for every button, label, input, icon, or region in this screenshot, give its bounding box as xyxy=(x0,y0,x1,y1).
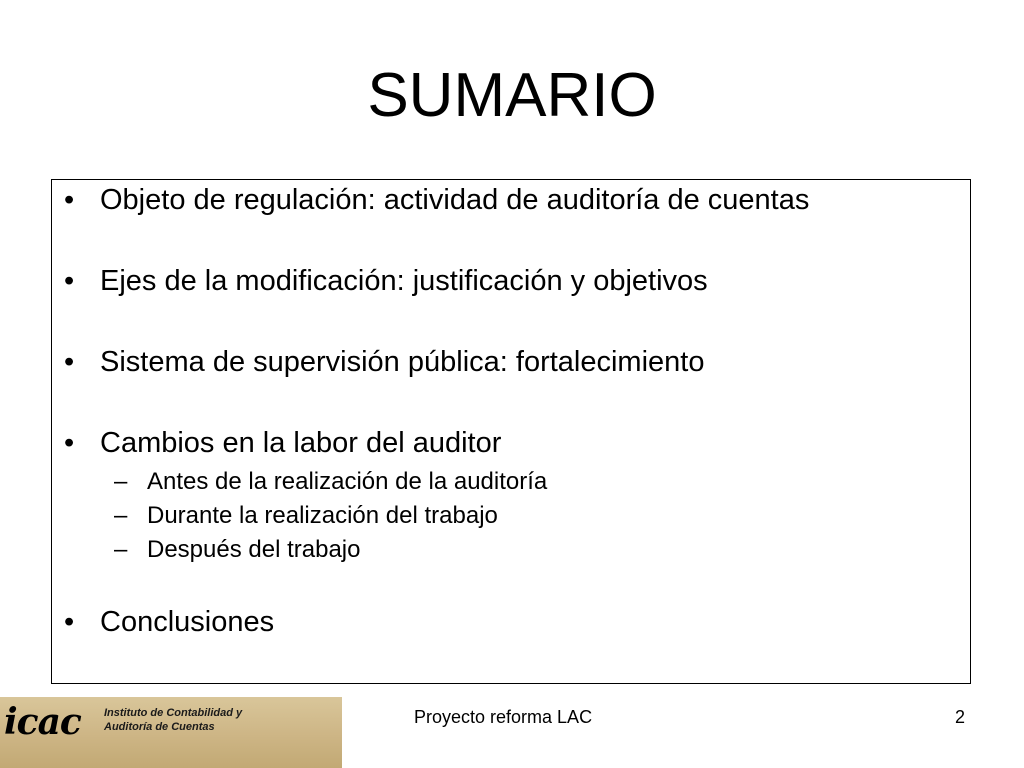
bullet-text: Conclusiones xyxy=(100,606,275,638)
bullet-mark: • xyxy=(64,265,75,297)
logo-name-line1: Instituto de Contabilidad y xyxy=(104,707,243,719)
sub-bullet-text: Antes de la realización de la auditoría xyxy=(147,468,548,495)
bullet-text: Ejes de la modificación: justificación y objetivos xyxy=(100,265,708,297)
icac-logo xyxy=(0,697,342,768)
sub-bullet-text: Después del trabajo xyxy=(147,536,361,563)
page-number: 2 xyxy=(955,707,966,727)
bullet-mark: • xyxy=(64,606,75,638)
logo-mark: icac xyxy=(4,701,81,743)
sub-bullet-text: Durante la realización del trabajo xyxy=(147,502,498,529)
content-box xyxy=(51,179,971,684)
sub-bullet-mark: – xyxy=(114,502,128,529)
footer-text: Proyecto reforma LAC xyxy=(414,707,593,727)
bullet-text: Sistema de supervisión pública: fortalecimiento xyxy=(100,346,705,378)
slide-title: SUMARIO xyxy=(367,61,657,130)
bullet-mark: • xyxy=(64,184,75,216)
sub-bullet-mark: – xyxy=(114,468,128,495)
bullet-text: Objeto de regulación: actividad de auditoría de cuentas xyxy=(100,184,810,216)
bullet-mark: • xyxy=(64,346,75,378)
bullet-text: Cambios en la labor del auditor xyxy=(100,427,502,459)
bullet-mark: • xyxy=(64,427,75,459)
logo-name xyxy=(104,706,284,734)
sub-bullet-mark: – xyxy=(114,536,128,563)
logo-name-line2: Auditoría de Cuentas xyxy=(104,721,215,733)
